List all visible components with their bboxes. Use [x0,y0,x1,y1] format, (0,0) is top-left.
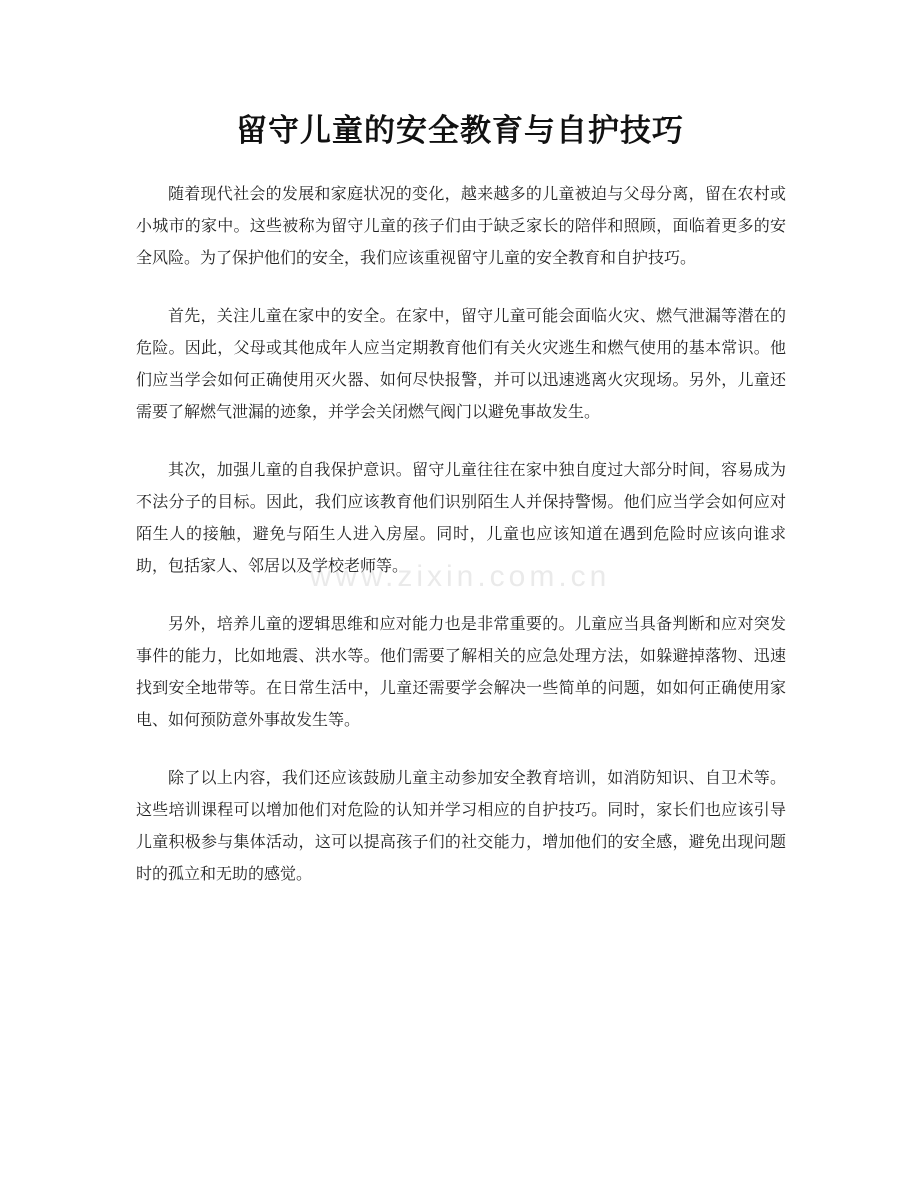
paragraph-5: 除了以上内容，我们还应该鼓励儿童主动参加安全教育培训，如消防知识、自卫术等。这些培训课程可以增加他们对危险的认知并学习相应的自护技巧。同时，家长们也应该引导儿童积极参与集体活动，这可以提高孩子们的社交能力，增加他们的安全感，避免出现问题时的孤立和无助的感觉。 [136,768,786,883]
paragraph-3: 其次，加强儿童的自我保护意识。留守儿童往往在家中独自度过大部分时间，容易成为不法分子的目标。因此，我们应该教育他们识别陌生人并保持警惕。他们应当学会如何应对陌生人的接触，避免与陌生人进入房屋。同时，儿童也应该知道在遇到危险时应该向谁求助，包括家人、邻居以及学校老师等。 [136,460,786,575]
paragraph-2: 首先，关注儿童在家中的安全。在家中，留守儿童可能会面临火灾、燃气泄漏等潜在的危险。因此，父母或其他成年人应当定期教育他们有关火灾逃生和燃气使用的基本常识。他们应当学会如何正确使用灭火器、如何尽快报警，并可以迅速逃离火灾现场。另外，儿童还需要了解燃气泄漏的迹象，并学会关闭燃气阀门以避免事故发生。 [136,306,786,421]
watermark: www.zixin.com.cn [309,560,611,593]
document-body [136,178,786,916]
document-title: 留守儿童的安全教育与自护技巧 [236,113,684,149]
paragraph-1: 随着现代社会的发展和家庭状况的变化，越来越多的儿童被迫与父母分离，留在农村或小城市的家中。这些被称为留守儿童的孩子们由于缺乏家长的陪伴和照顾，面临着更多的安全风险。为了保护他们的安全，我们应该重视留守儿童的安全教育和自护技巧。 [136,184,786,267]
paragraph-4: 另外，培养儿童的逻辑思维和应对能力也是非常重要的。儿童应当具备判断和应对突发事件的能力，比如地震、洪水等。他们需要了解相关的应急处理方法，如躲避掉落物、迅速找到安全地带等。在日常生活中，儿童还需要学会解决一些简单的问题，如如何正确使用家电、如何预防意外事故发生等。 [136,614,786,729]
